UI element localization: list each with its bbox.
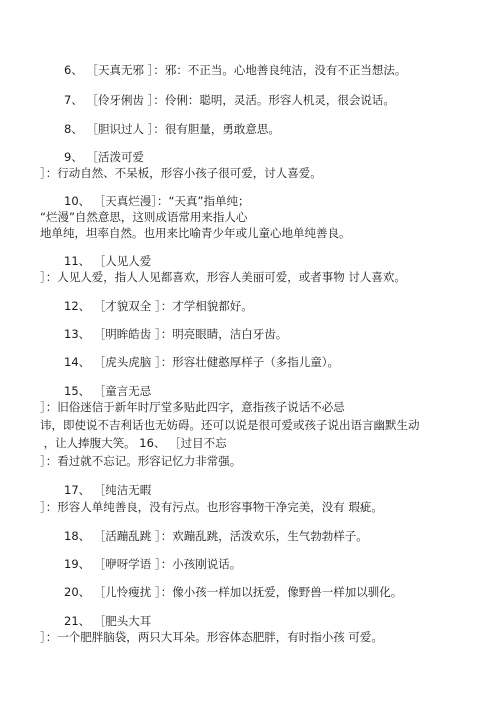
entry-line: 21、 ［肥头大耳 [64,614,152,628]
entry-line: 8、 ［胆识过人 ］：很有胆量，勇敢意思。 [64,122,280,136]
entry-line: 11、 ［人见人爱 [64,254,152,268]
entry-line: 7、 ［伶牙俐齿 ］：伶俐：聪明，灵活。形容人机灵，很会说话。 [64,93,395,107]
entry-line: 12、 ［才貌双全 ］：才学相貌都好。 [64,299,253,313]
entry-line: ］：人见人爱，指人人见都喜欢，形容人美丽可爱，或者事物 讨人喜欢。 [40,270,406,284]
entry-line: ］：行动自然、不呆板，形容小孩子很可爱，讨人喜爱。 [40,166,322,180]
entry-line: 13、 ［明眸皓齿 ］：明亮眼睛，洁白牙齿。 [64,327,288,341]
entry-line: 17、 ［纯洁无暇 [64,483,152,497]
entry-line: 9、 ［活泼可爱 [64,150,144,164]
entry-line: ］：看过就不忘记。形容记忆力非常强。 [40,454,242,468]
entry-line: “烂漫”自然意思，这则成语常用来指人心 [40,210,248,224]
entry-line: 地单纯，坦率自然。也用来比喻青少年或儿童心地单纯善良。 [40,226,351,240]
entry-line: 20、 ［儿怜瘦扰 ］：像小孩一样加以抚爱，像野兽一样加以驯化。 [64,585,403,599]
entry-line: 6、 ［天真无邪 ］：邪：不正当。心地善良纯洁，没有不正当想法。 [64,63,407,77]
entry-line: ，让人捧腹大笑。 16、 ［过目不忘 [40,436,227,450]
entry-line: ］：旧俗迷信于新年时厅堂多贴此四字，意指孩子说话不必忌 [40,400,345,414]
entry-line: ］：一个肥胖脑袋，两只大耳朵。形容体态肥胖，有时指小孩 可爱。 [40,630,383,644]
entry-line: 18、 ［活蹦乱跳 ］：欢蹦乱跳，活泼欢乐，生气勃勃样子。 [64,529,368,543]
entry-line: 10、 ［天真烂漫］：“天真”指单纯； [64,194,250,208]
entry-line: ］：形容人单纯善良，没有污点。也形容事物干净完美，没有 瑕疵。 [40,500,383,514]
entry-line: 14、 ［虎头虎脑 ］：形容壮健憨厚样子（多指儿童）。 [64,355,339,369]
entry-line: 15、 ［童言无忌 [64,384,152,398]
entry-line: 讳，即使说不吉利话也无妨碍。还可以说是很可爱或孩子说出语言幽默生动 [40,418,420,432]
entry-line: 19、 ［咿呀学语 ］：小孩刚说话。 [64,557,242,571]
